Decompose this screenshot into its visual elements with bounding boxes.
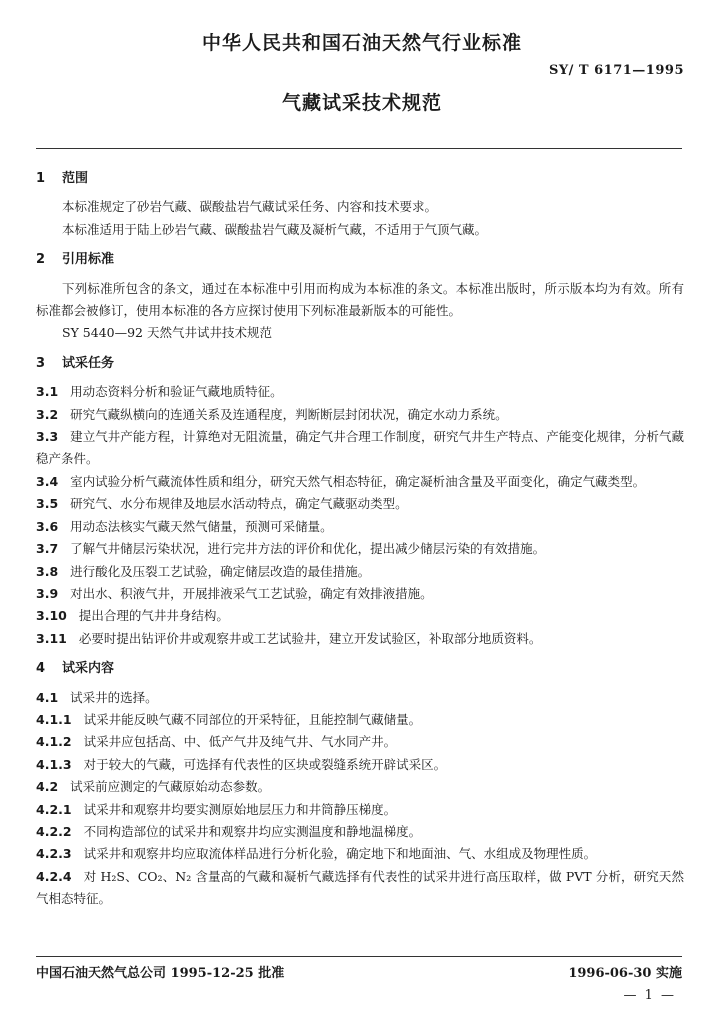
section-heading [36,168,684,190]
page-number: — 1 — [623,988,676,1003]
section-number: 3 [36,355,46,371]
clause-text: 进行酸化及压裂工艺试验，确定储层改造的最佳措施。 [70,563,371,579]
clause-number: 4.2.3 [36,846,72,862]
clause-number: 3.2 [36,406,59,422]
clause-text: 不同构造部位的试采井和观察井均应实测温度和静地温梯度。 [83,823,422,839]
clause-item [36,776,684,798]
clause-number: 4.2.2 [36,823,72,839]
clause-text: 了解气井储层污染状况，进行完井方法的评价和优化，提出减少储层污染的有效措施。 [70,541,546,557]
section-heading [36,658,684,680]
clause-item [36,381,684,403]
section-title: 试采内容 [62,661,115,677]
clause-item [36,709,684,731]
clause-number: 3.5 [36,496,59,512]
issuing-organization: 中华人民共和国石油天然气行业标准 [201,32,522,54]
clause-item [36,821,684,843]
implementation-date: 1996-06-30 实施 [568,966,682,981]
clause-text: 试采井的选择。 [70,689,158,705]
clause-number: 4.2 [36,779,59,795]
clause-text: 研究气藏纵横向的连通关系及连通程度，判断断层封闭状况，确定水动力系统。 [70,406,508,422]
clause-text: 建立气井产能方程，计算绝对无阻流量，确定气井合理工作制度，研究气井生产特点、产能变化规律，分析气藏稳产条件。 [36,429,684,467]
clause-number: 4.1.1 [36,711,72,727]
clause-item [36,628,684,650]
clause-number: 4.1.3 [36,756,72,772]
clause-item [36,583,684,605]
clause-number: 3.8 [36,563,59,579]
section-number: 4 [36,661,46,677]
clause-item [36,799,684,821]
section-heading [36,353,684,375]
clause-number: 3.11 [36,630,67,646]
clause-item [36,538,684,560]
clause-number: 3.10 [36,608,67,624]
clause-number: 3.1 [36,384,59,400]
clause-item [36,426,684,471]
clause-number: 4.2.1 [36,801,72,817]
clause-item [36,843,684,865]
clause-number: 3.7 [36,541,59,557]
clause-text: 必要时提出钻评价井或观察井或工艺试验井，建立开发试验区，补取部分地质资料。 [78,630,542,646]
section-title: 试采任务 [62,355,115,371]
clause-item [36,605,684,627]
clause-item [36,493,684,515]
clause-text: 用动态法核实气藏天然气储量，预测可采储量。 [70,518,333,534]
clause-number: 4.2.4 [36,868,72,884]
footer-divider [36,956,682,957]
section-number: 2 [36,252,46,268]
clause-text: 对 H₂S、CO₂、N₂ 含量高的气藏和凝析气藏选择有代表性的试采井进行高压取样，做 PVT 分析，研究天然气相态特征。 [36,868,684,907]
clause-item [36,866,684,911]
section-title: 引用标准 [62,252,115,268]
clause-item [36,687,684,709]
clause-text: 对于较大的气藏，可选择有代表性的区块或裂缝系统开辟试采区。 [83,756,447,772]
paragraph: 本标准适用于陆上砂岩气藏、碳酸盐岩气藏及凝析气藏，不适用于气顶气藏。 [62,221,488,237]
section-number: 1 [36,171,46,186]
clause-text: 室内试验分析气藏流体性质和组分，研究天然气相态特征，确定凝析油含量及平面变化，确定气藏类型。 [70,473,646,489]
clause-text: 用动态资料分析和验证气藏地质特征。 [70,384,283,400]
clause-item [36,561,684,583]
clause-item [36,754,684,776]
header-divider [36,148,682,149]
clause-text: 研究气、水分布规律及地层水活动特点，确定气藏驱动类型。 [70,496,408,512]
section-heading [36,249,684,271]
clause-item [36,516,684,538]
clause-number: 4.1 [36,689,59,705]
clause-text: 试采井和观察井均应取流体样品进行分析化验，确定地下和地面油、气、水组成及物理性质。 [83,846,597,862]
clause-text: 试采井和观察井均要实测原始地层压力和井筒静压梯度。 [83,801,397,817]
approval-line: 中国石油天然气总公司 1995-12-25 批准 [36,966,285,981]
clause-text: 试采前应测定的气藏原始动态参数。 [70,779,271,795]
clause-number: 3.4 [36,473,59,489]
clause-item [36,404,684,426]
clause-item [36,471,684,493]
paragraph: 本标准规定了砂岩气藏、碳酸盐岩气藏试采任务、内容和技术要求。 [62,199,438,215]
clause-number: 3.9 [36,585,59,601]
clause-item [36,731,684,753]
clause-number: 3.3 [36,429,59,445]
referenced-standard: SY 5440—92 天然气井试井技术规范 [62,325,272,341]
document-body [36,168,684,911]
standard-code: SY/ T 6171—1995 [548,63,684,78]
paragraph: 下列标准所包含的条文，通过在本标准中引用而构成为本标准的条文。本标准出版时，所示版本均为有效。所有标准都会被修订，使用本标准的各方应探讨使用下列标准最新版本的可能性。 [36,280,684,319]
clause-text: 试采井能反映气藏不同部位的开采特征，且能控制气藏储量。 [83,711,422,727]
clause-text: 对出水、积液气井，开展排液采气工艺试验，确定有效排液措施。 [70,585,433,601]
document-title: 气藏试采技术规范 [281,92,442,114]
clause-text: 提出合理的气井井身结构。 [78,608,229,624]
clause-text: 试采井应包括高、中、低产气井及纯气井、气水同产井。 [83,734,397,750]
clause-number: 3.6 [36,518,59,534]
section-title: 范围 [62,171,89,186]
clause-number: 4.1.2 [36,734,72,750]
